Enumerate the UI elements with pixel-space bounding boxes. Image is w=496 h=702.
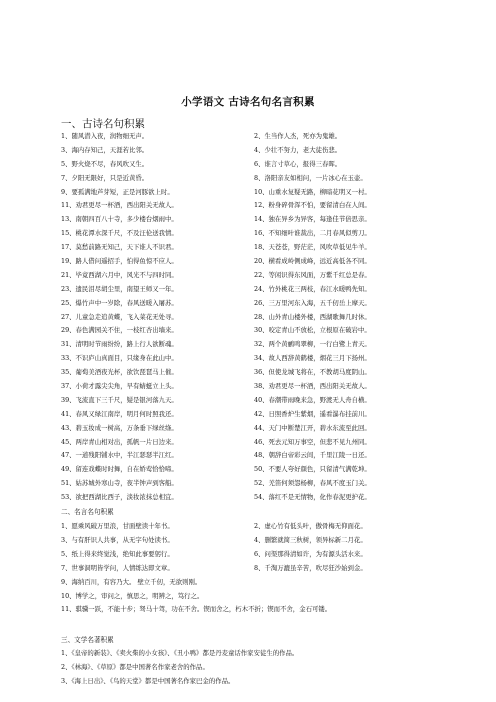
poem-row [61,227,451,241]
poem-line: 26、三万里河东入海，五千仞岳上摩天。 [254,298,371,307]
poem-line: 9、要孤满地芦芽短，正是河豚欲上时。 [61,187,174,196]
poem-row [61,213,451,227]
poem-line: 36、但使龙城飞将在，不教胡马度阴山。 [254,368,371,377]
quote-line: 6、问渠那得清如许，为有源头活水来。 [254,550,367,558]
poem-row [61,408,451,422]
poem-row [61,283,451,297]
poem-row [61,422,451,436]
poem-line: 43、碧玉妆成一树高，万条垂下绿丝绦。 [61,423,178,432]
poem-row [61,269,451,283]
book-line: 3、《海上日出》、《鸟的天堂》都是中国著名作家巴金的作品。 [61,677,235,685]
poem-line: 37、小荷才露尖尖角，早有蜻蜓立上头。 [61,382,178,391]
quote-line: 2、虚心竹有低头叶，傲骨梅无仰面花。 [254,522,367,530]
poem-row [61,186,451,200]
poem-line: 3、海内存知己，天涯若比邻。 [61,145,149,154]
quote-row [61,563,451,572]
poem-line: 25、爆竹声中一岁除，春风送暖入屠苏。 [61,298,178,307]
poem-row [61,394,451,408]
poem-row [61,158,451,172]
poem-line: 41、春风又绿江南岸，明月何时照我还。 [61,409,178,418]
poem-row [61,463,451,477]
poem-line: 47、一道残阳铺水中，半江瑟瑟半江红。 [61,451,178,460]
poem-line: 14、独在异乡为异客，每逢佳节倍思亲。 [254,215,371,224]
book-line: 1、《皇帝的新装》、《卖火柴的小女孩》、《丑小鸭》都是丹麦童话作家安徒生的作品。 [61,649,299,657]
quote-line-10: 10、博学之，审问之，慎思之，明辨之，笃行之。 [61,592,204,600]
poem-line: 23、遗民泪尽胡尘里，南望王师又一年。 [61,284,178,293]
poem-line: 24、竹外桃花三两枝，春江水暖鸭先知。 [254,284,371,293]
poem-row [61,172,451,186]
poem-row [61,144,451,158]
poem-line: 12、粉身碎骨浑不怕，要留清白在人间。 [254,201,371,210]
poem-line: 18、天苍苍，野茫茫，风吹草低见牛羊。 [254,243,371,252]
poem-row [61,366,451,380]
poem-line: 49、留连戏蝶时时舞，自在娇莺恰恰啼。 [61,465,178,474]
poem-row [61,255,451,269]
poem-line: 15、桃花潭水深千尺，不及汪伦送我情。 [61,229,178,238]
poem-line: 7、夕阳无限好，只是近黄昏。 [61,173,149,182]
poem-row [61,297,451,311]
poem-line: 32、两个黄鹂鸣翠柳，一行白鹭上青天。 [254,340,371,349]
section3-heading: 三、文学名著积累 [61,636,114,644]
poem-line: 39、飞流直下三千尺，疑是银河落九天。 [61,395,178,404]
poem-line: 17、莫愁前路无知己，天下谁人不识君。 [61,243,178,252]
section1-heading: 一、古诗名句积累 [61,118,145,130]
poem-row [61,477,451,491]
poem-row [61,380,451,394]
poem-line: 54、落红不是无情物，化作春泥更护花。 [254,493,371,502]
poem-line: 45、两岸青山相对出，孤帆一片日边来。 [61,437,178,446]
quote-line: 1、愿乘风破万里浪，甘面壁读十年书。 [61,522,174,530]
poem-line: 33、不识庐山真面目，只缘身在此山中。 [61,354,178,363]
poem-line: 11、劝君更尽一杯酒，西出阳关无故人。 [61,201,178,210]
quote-line: 8、千淘万漉虽辛苦，吹尽狂沙始到金。 [254,564,367,572]
poem-row [61,352,451,366]
quote-line-11: 11、骐骥一跃，不能十步；驽马十驾，功在不舍。锲而舍之，朽木不折；锲而不舍，金石可镂。 [61,605,332,613]
poem-line: 34、故人西辞黄鹤楼，烟花三月下扬州。 [254,354,371,363]
poem-line: 29、春色满园关不住，一枝红杏出墙来。 [61,326,178,335]
quote-row [61,535,451,544]
poem-line: 31、清明时节雨纷纷，路上行人欲断魂。 [61,340,178,349]
poem-line: 1、随风潜入夜，润物细无声。 [61,132,149,140]
poem-line: 2、生当作人杰，死亦为鬼雄。 [254,132,342,140]
poem-line: 19、路人借问遥招手，怕得鱼惊不应人。 [61,257,178,266]
poem-row [61,491,451,505]
quote-line: 4、删繁就简三秋树，领异标新二月花。 [254,536,367,544]
poem-line: 5、野火烧不尽，春风吹又生。 [61,159,149,168]
poem-line: 50、不要人夸好颜色，只留清气满乾坤。 [254,465,371,474]
poem-line: 53、欲把西湖比西子，淡妆浓抹总相宜。 [61,493,178,502]
poem-row [61,199,451,213]
quote-line: 5、纸上得来终觉浅，绝知此事要躬行。 [61,550,174,558]
poem-line: 30、咬定青山不放松，立根原在破岩中。 [254,326,371,335]
poem-line: 28、山外青山楼外楼，西湖歌舞几时休。 [254,312,371,321]
poem-line: 22、等闲识得东风面，万紫千红总是春。 [254,270,371,279]
poem-line: 38、劝君更尽一杯酒，西出阳关无故人。 [254,382,371,391]
section2-heading: 二、名言名句积累 [61,508,114,516]
poem-line: 52、羌笛何须怨杨柳，春风不度玉门关。 [254,479,371,488]
quote-row [61,521,451,530]
poem-line: 27、儿童急走追黄蝶，飞入菜花无处寻。 [61,312,178,321]
poem-line: 35、葡萄美酒夜光杯，欲饮琵琶马上催。 [61,368,178,377]
quote-line-9: 9、海纳百川，有容乃大。 壁立千仞，无欲则刚。 [61,578,202,586]
poem-line: 46、死去元知万事空，但悲不见九州同。 [254,437,371,446]
poem-line: 10、山重水复疑无路，柳暗花明又一村。 [254,187,371,196]
poem-row [61,449,451,463]
poem-list [61,130,451,505]
poem-line: 48、朝辞白帝彩云间，千里江陵一日还。 [254,451,371,460]
quote-row [61,549,451,558]
poem-line: 44、天门中断楚江开，碧水东流至此回。 [254,423,371,432]
poem-line: 6、谁言寸草心，报得三春晖。 [254,159,342,168]
poem-line: 51、姑苏城外寒山寺，夜半钟声到客船。 [61,479,178,488]
poem-line: 40、春潮带雨晚来急，野渡无人舟自横。 [254,395,371,404]
poem-line: 13、南朝四百八十寺，多少楼台烟雨中。 [61,215,178,224]
poem-line: 21、毕竟西湖六月中，风光不与四时同。 [61,270,178,279]
poem-row [61,241,451,255]
quote-line: 3、与有肝识人共事，从无字句处读书。 [61,536,174,544]
poem-line: 4、少壮不努力，老大徒伤悲。 [254,145,342,154]
book-line: 2、《林海》、《草原》都是中国著名作家老舍的作品。 [61,663,209,671]
poem-line: 16、不知细叶谁裁出，二月春风似剪刀。 [254,229,371,238]
poem-row [61,130,451,144]
page-title: 小学语文 古诗名句名言积累 [181,96,315,108]
quote-line: 7、世事洞明皆学问，人情练达即文章。 [61,564,174,572]
poem-row [61,436,451,450]
poem-line: 8、洛阳亲友如相问，一片冰心在玉壶。 [254,173,367,182]
poem-line: 20、横看成岭侧成峰，远近高低各不同。 [254,257,371,266]
poem-row [61,311,451,325]
poem-row [61,338,451,352]
poem-line: 42、日照香炉生紫烟，遥看瀑布挂前川。 [254,409,371,418]
poem-row [61,324,451,338]
